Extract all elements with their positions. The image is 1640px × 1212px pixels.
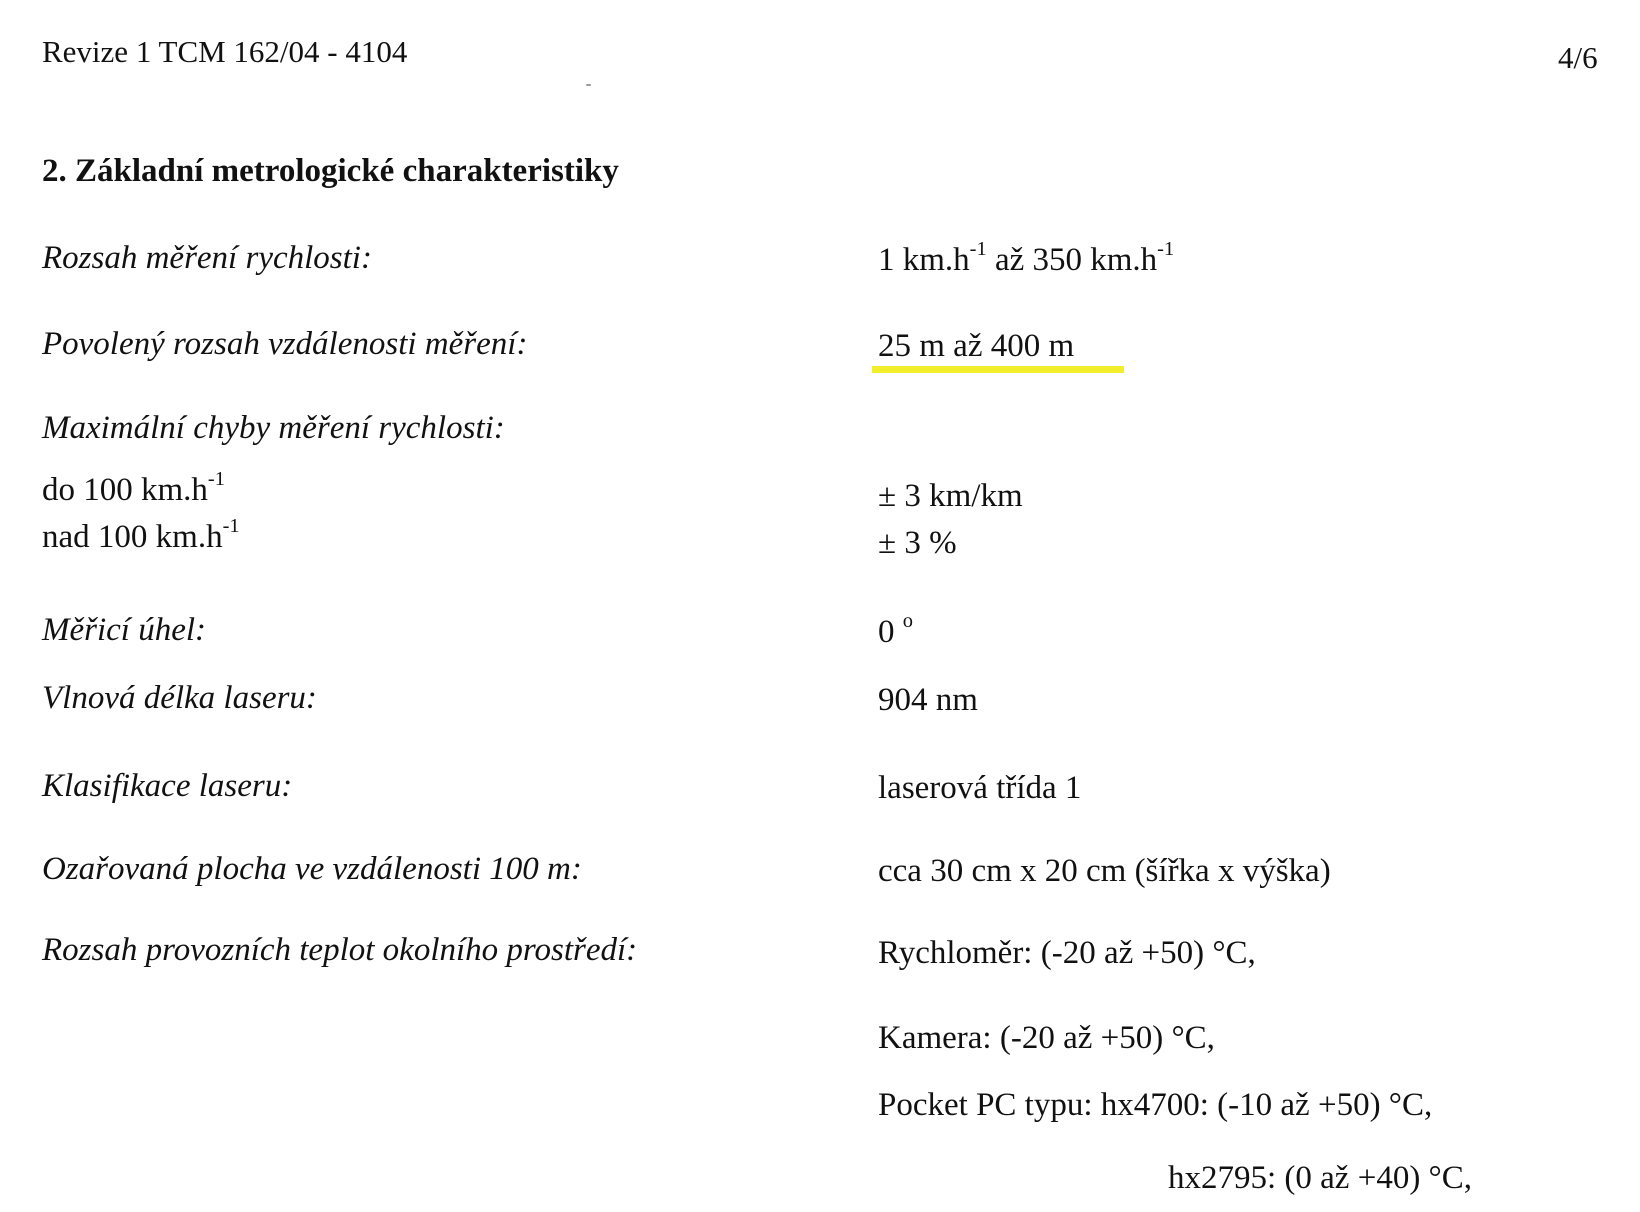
max-errors-sub2-value: ± 3 % [878,525,957,561]
max-errors-label: Maximální chyby měření rychlosti: [42,410,505,446]
angle-label: Měřicí úhel: [42,612,207,648]
wavelength-label: Vlnová délka laseru: [42,680,317,716]
temperature-pocket-pc-hx2795: hx2795: (0 až +40) °C, [1168,1160,1473,1196]
temperature-range-label: Rozsah provozních teplot okolního prostředí: [42,932,638,968]
laser-class-value: laserová třída 1 [878,770,1082,806]
max-errors-sub2-label [42,514,240,556]
document-reference: Revize 1 TCM 162/04 - 4104 [42,34,408,69]
max-errors-sub2-text: nad 100 km.h [42,519,223,555]
scan-speck [586,84,591,86]
distance-range-label: Povolený rozsah vzdálenosti měření: [42,326,528,362]
temperature-pocket-pc: Pocket PC typu: hx4700: (-10 až +50) °C, [878,1087,1433,1123]
speed-range-max-exponent: -1 [1157,237,1175,260]
speed-range-label: Rozsah měření rychlosti: [42,240,372,276]
speed-range-min-exponent: -1 [969,237,987,260]
page-number: 4/6 [1558,40,1598,75]
wavelength-value: 904 nm [878,682,978,718]
speed-range-min: 1 km.h [878,242,970,278]
angle-value [878,609,913,651]
section-title: 2. Základní metrologické charakteristiky [42,153,619,189]
irradiated-area-value: cca 30 cm x 20 cm (šířka x výška) [878,853,1331,889]
irradiated-area-label: Ozařovaná plocha ve vzdálenosti 100 m: [42,851,582,887]
temperature-speedometer: Rychloměr: (-20 až +50) °C, [878,935,1256,971]
speed-range-max: až 350 km.h [986,242,1158,278]
max-errors-sub2-exponent: -1 [222,514,240,537]
max-errors-sub1-label [42,467,225,509]
max-errors-sub1-exponent: -1 [207,467,225,490]
temperature-camera: Kamera: (-20 až +50) °C, [878,1020,1215,1056]
speed-range-value [878,237,1175,279]
laser-class-label: Klasifikace laseru: [42,768,293,804]
yellow-highlight-mark [872,366,1124,373]
distance-range-value: 25 m až 400 m [878,328,1075,364]
max-errors-sub1-value: ± 3 km/km [878,478,1023,514]
angle-degree-mark: o [902,609,913,632]
angle-number: 0 [878,614,895,650]
max-errors-sub1-text: do 100 km.h [42,472,208,508]
